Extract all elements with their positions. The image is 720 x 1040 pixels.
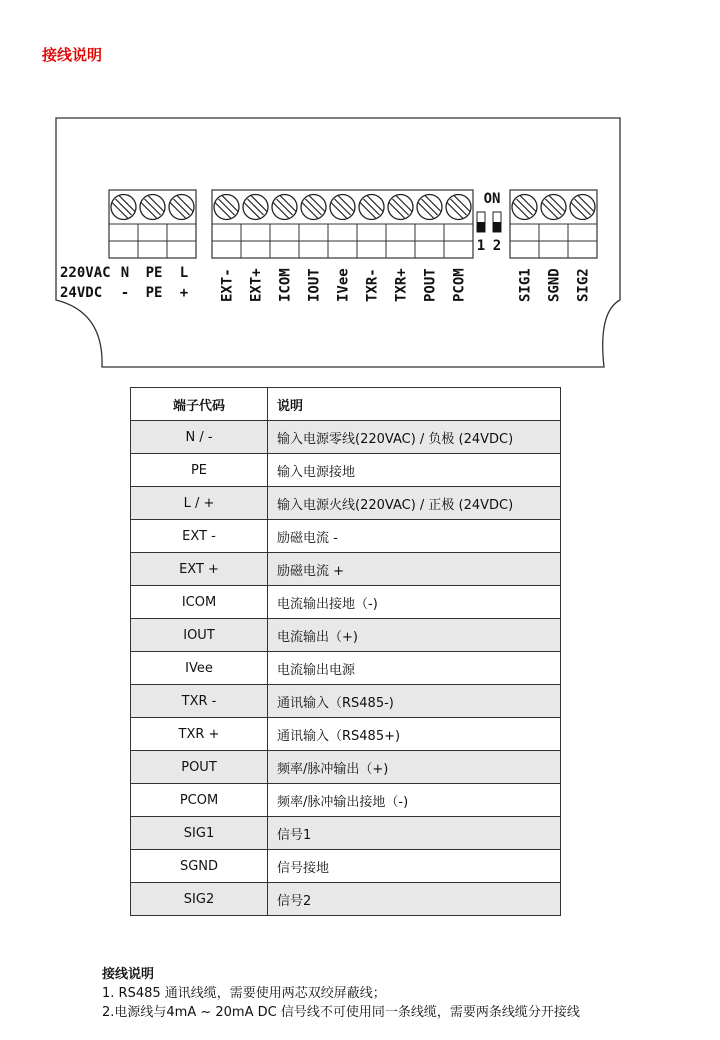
terminal-label: N	[120, 265, 130, 281]
terminal-code: L / +	[131, 487, 268, 520]
col-header-code: 端子代码	[131, 388, 268, 421]
terminal-screw	[541, 195, 566, 220]
table-row	[131, 850, 561, 883]
terminal-label: SIG2	[575, 268, 592, 302]
terminal-label: SIG1	[517, 268, 534, 302]
terminal-description: 输入电源火线(220VAC) / 正极 (24VDC)	[268, 487, 561, 520]
terminal-label: IOUT	[306, 268, 323, 302]
terminal-table	[130, 387, 561, 916]
terminal-code: N / -	[131, 421, 268, 454]
terminal-code: TXR +	[131, 718, 268, 751]
supply-label-ac: 220VAC	[60, 265, 111, 281]
terminal-screw	[359, 195, 384, 220]
terminal-description: 通讯输入（RS485+)	[268, 718, 561, 751]
terminal-screw	[446, 195, 471, 220]
table-row	[131, 784, 561, 817]
terminal-code: SIG1	[131, 817, 268, 850]
table-row	[131, 487, 561, 520]
terminal-description: 输入电源接地	[268, 454, 561, 487]
note-line-2: 2.电源线与4mA ~ 20mA DC 信号线不可使用同一条线缆，需要两条线缆分开接线	[102, 1005, 580, 1020]
terminal-description: 信号接地	[268, 850, 561, 883]
notes-heading: 接线说明	[102, 967, 155, 982]
terminal-code: TXR -	[131, 685, 268, 718]
terminal-screw	[140, 195, 165, 220]
terminal-label: TXR-	[364, 268, 381, 302]
table-row	[131, 685, 561, 718]
table-row	[131, 619, 561, 652]
terminal-screw	[417, 195, 442, 220]
terminal-label: PE	[145, 265, 163, 281]
terminal-label: EXT-	[219, 268, 236, 302]
table-row	[131, 553, 561, 586]
terminal-description: 电流输出电源	[268, 652, 561, 685]
terminal-code: PCOM	[131, 784, 268, 817]
terminal-label: EXT+	[248, 268, 265, 302]
terminal-description: 信号2	[268, 883, 561, 916]
terminal-description: 频率/脉冲输出接地（-)	[268, 784, 561, 817]
terminal-screw	[512, 195, 537, 220]
table-header-row	[131, 388, 561, 421]
table-row	[131, 586, 561, 619]
table-row	[131, 421, 561, 454]
terminal-screw	[301, 195, 326, 220]
terminal-description: 通讯输入（RS485-)	[268, 685, 561, 718]
terminal-label: POUT	[422, 268, 439, 302]
terminal-description: 电流输出接地（-)	[268, 586, 561, 619]
terminal-screw	[111, 195, 136, 220]
dip-on-label: ON	[483, 191, 501, 207]
terminal-screw	[243, 195, 268, 220]
terminal-code: IOUT	[131, 619, 268, 652]
terminal-code: PE	[131, 454, 268, 487]
table-row	[131, 454, 561, 487]
terminal-label: IVee	[335, 268, 352, 302]
terminal-screw	[388, 195, 413, 220]
terminal-label: TXR+	[393, 268, 410, 302]
table-row	[131, 817, 561, 850]
col-header-desc: 说明	[268, 388, 561, 421]
terminal-code: ICOM	[131, 586, 268, 619]
terminal-screw	[169, 195, 194, 220]
terminal-description: 励磁电流 +	[268, 553, 561, 586]
dip-position-label: 2	[492, 238, 502, 254]
terminal-label: L	[179, 265, 189, 281]
terminal-description: 信号1	[268, 817, 561, 850]
terminal-description: 频率/脉冲输出（+)	[268, 751, 561, 784]
terminal-sublabel: -	[120, 285, 130, 301]
terminal-code: POUT	[131, 751, 268, 784]
dip-position-label: 1	[476, 238, 486, 254]
terminal-sublabel: +	[179, 285, 189, 301]
table-row	[131, 652, 561, 685]
note-line-1: 1. RS485 通讯线缆，需要使用两芯双绞屏蔽线；	[102, 986, 386, 1001]
terminal-code: EXT -	[131, 520, 268, 553]
terminal-sublabel: PE	[145, 285, 163, 301]
terminal-code: SGND	[131, 850, 268, 883]
terminal-diagram	[0, 0, 720, 380]
terminal-screw	[330, 195, 355, 220]
page-title: 接线说明	[42, 46, 103, 64]
table-row	[131, 718, 561, 751]
terminal-label: PCOM	[451, 268, 468, 302]
supply-label-dc: 24VDC	[60, 285, 103, 301]
terminal-description: 励磁电流 -	[268, 520, 561, 553]
table-row	[131, 520, 561, 553]
terminal-code: SIG2	[131, 883, 268, 916]
table-row	[131, 751, 561, 784]
terminal-description: 电流输出（+)	[268, 619, 561, 652]
table-row	[131, 883, 561, 916]
terminal-label: SGND	[546, 268, 563, 302]
terminal-screw	[570, 195, 595, 220]
terminal-code: EXT +	[131, 553, 268, 586]
terminal-label: ICOM	[277, 268, 294, 302]
terminal-screw	[214, 195, 239, 220]
terminal-description: 输入电源零线(220VAC) / 负极 (24VDC)	[268, 421, 561, 454]
terminal-table-wrap	[130, 387, 561, 916]
terminal-code: IVee	[131, 652, 268, 685]
terminal-screw	[272, 195, 297, 220]
notes-section	[102, 965, 580, 1022]
